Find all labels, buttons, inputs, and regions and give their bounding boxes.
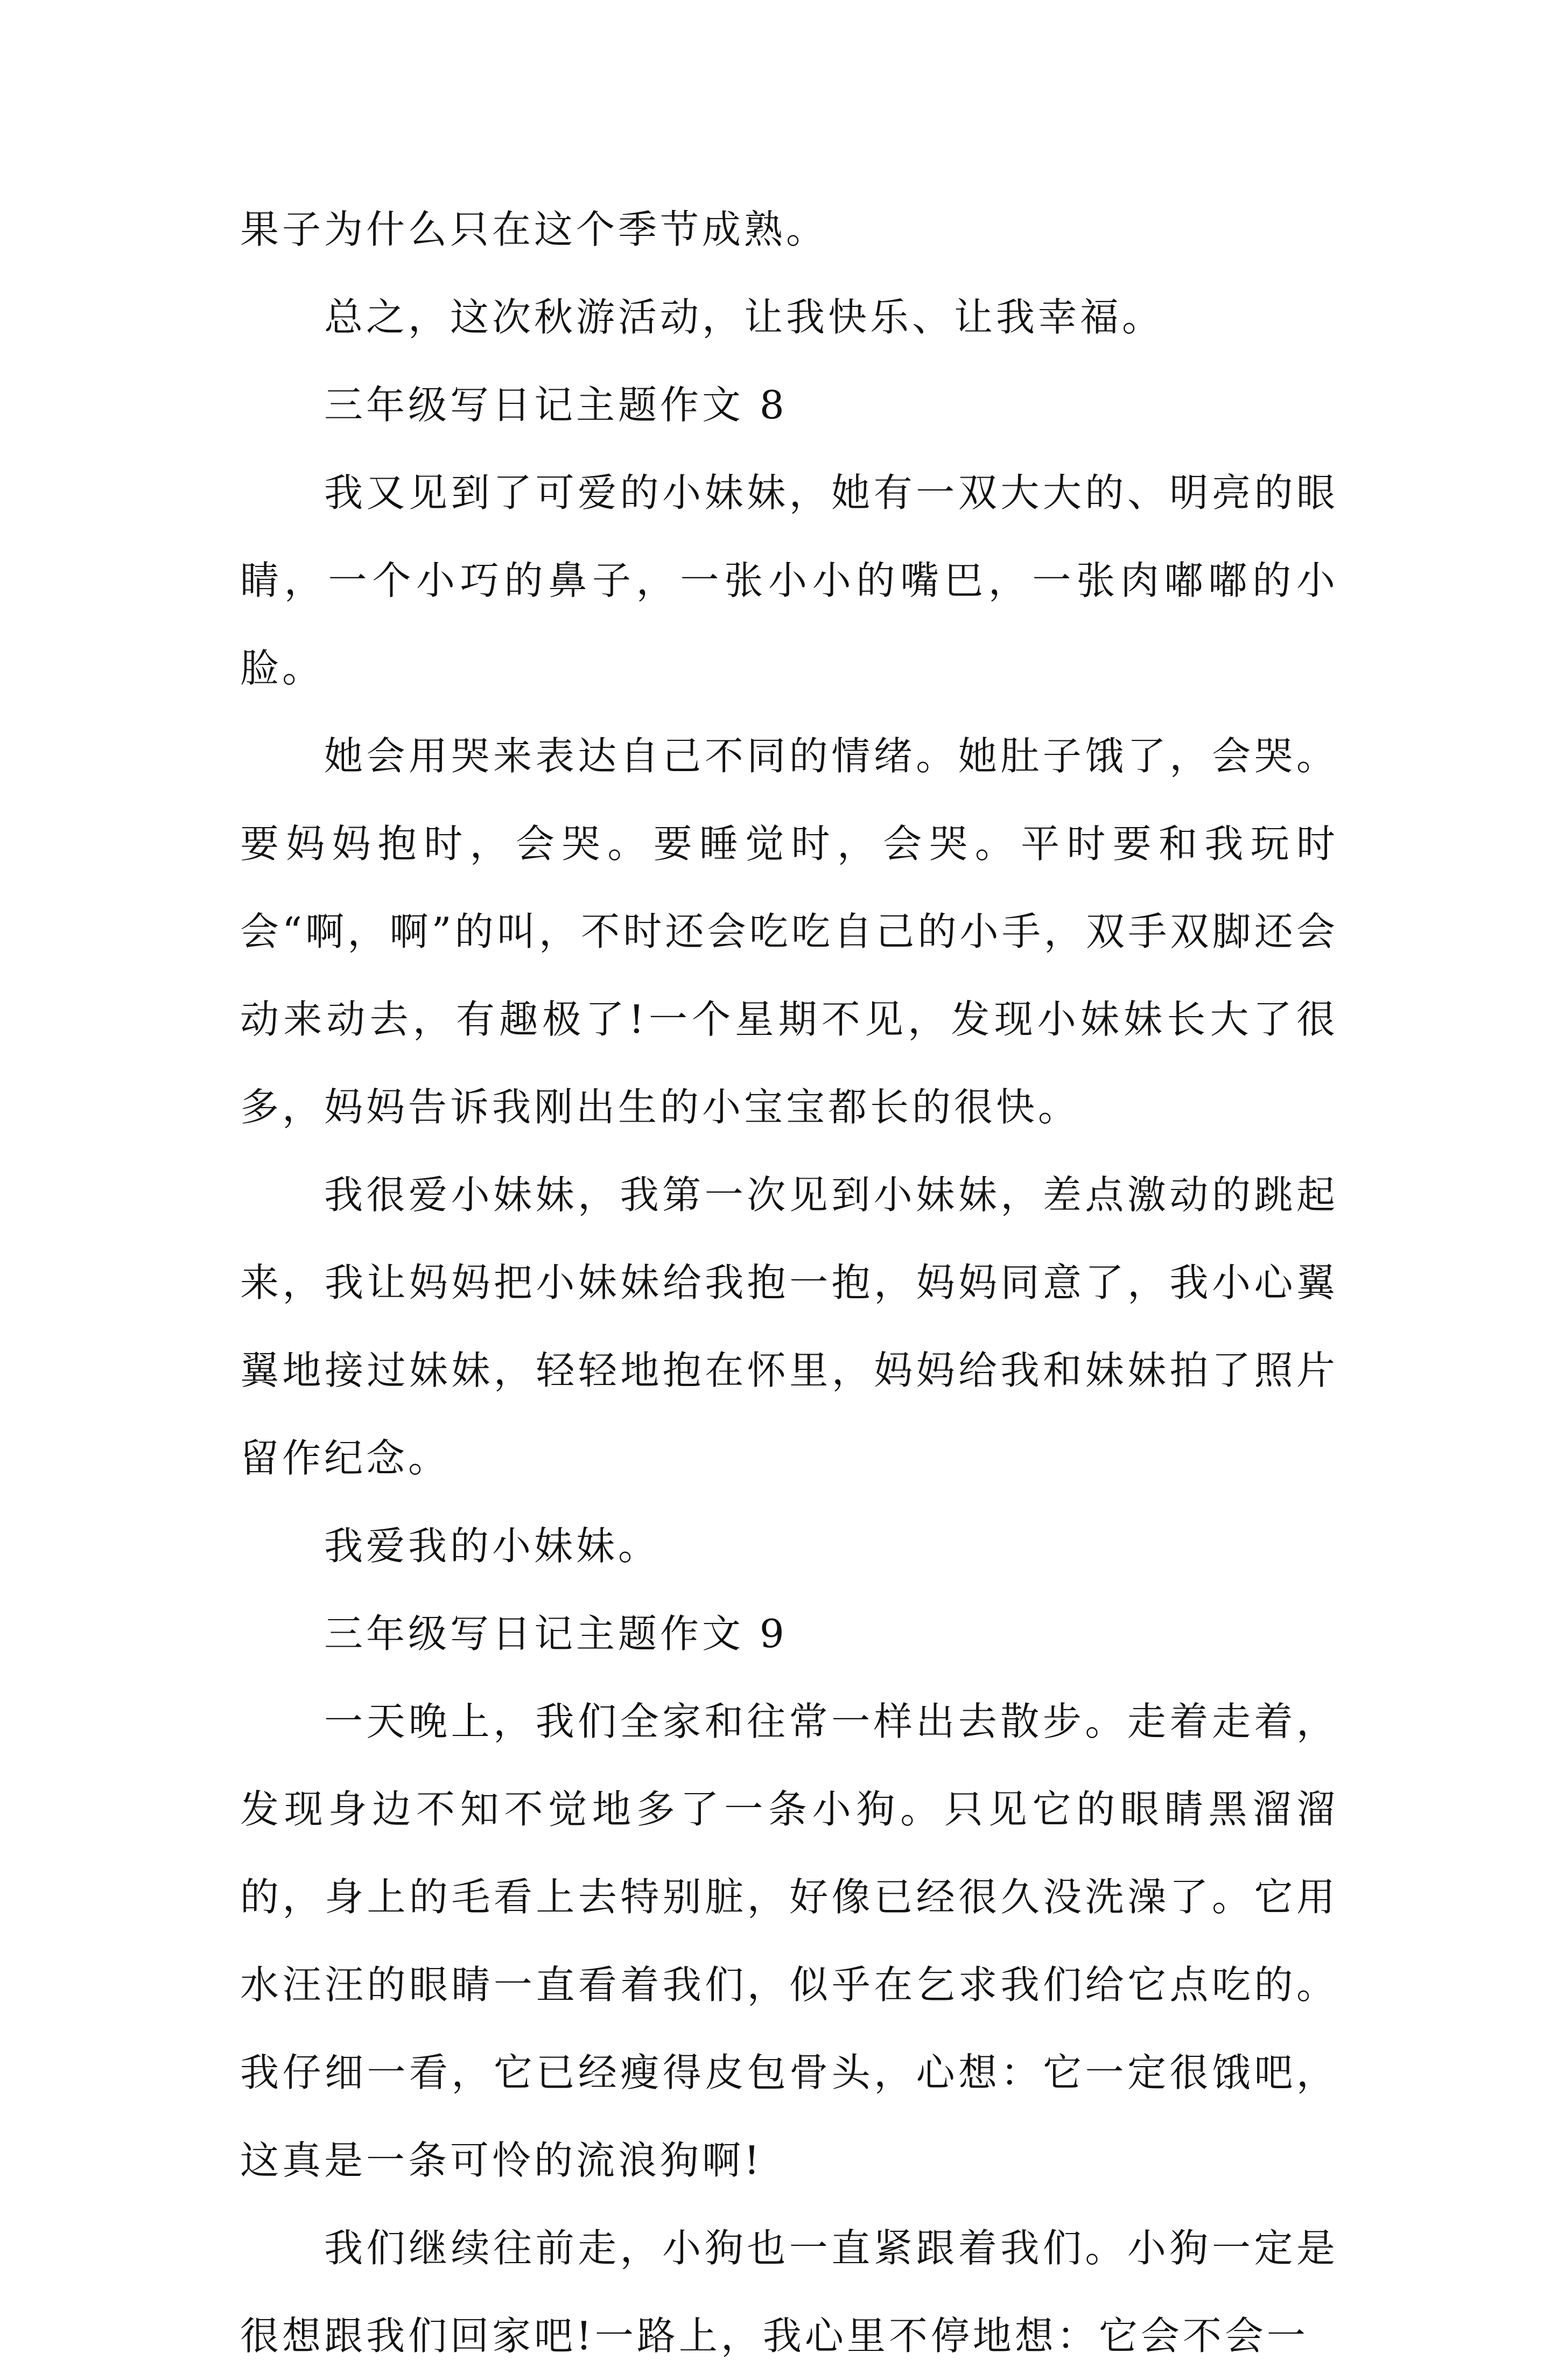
paragraph: 我们继续往前走，小狗也一直紧跟着我们。小狗一定是很想跟我们回家吧!一路上，我心里不停地想：它会不会一: [240, 2225, 1338, 2358]
paragraph: 我很爱小妹妹，我第一次见到小妹妹，差点激动的跳起来，我让妈妈把小妹妹给我抱一抱，妈妈同意了，我小心翼翼地接过妹妹，轻轻地抱在怀里，妈妈给我和妹妹拍了照片留作纪念。: [240, 1172, 1338, 1481]
paragraph-continuation: 果子为什么只在这个季节成熟。: [240, 207, 829, 252]
essay-heading-9: 三年级写日记主题作文 9: [324, 1611, 788, 1656]
essay-heading-8: 三年级写日记主题作文 8: [324, 382, 788, 428]
paragraph: 总之，这次秋游活动，让我快乐、让我幸福。: [324, 295, 1164, 340]
document-body: [240, 186, 1338, 2380]
paragraph: 一天晚上，我们全家和往常一样出去散步。走着走着，发现身边不知不觉地多了一条小狗。只见它的眼睛黑溜溜的，身上的毛看上去特别脏，好像已经很久没洗澡了。它用水汪汪的眼睛一直看着我们，似乎在乞求我们给它点吃的。我仔细一看，它已经瘦得皮包骨头，心想：它一定很饿吧，这真是一条可怜的流浪狗啊!: [240, 1699, 1338, 2183]
paragraph: 我爱我的小妹妹。: [324, 1523, 661, 1569]
paragraph: 她会用哭来表达自己不同的情绪。她肚子饿了，会哭。要妈妈抱时，会哭。要睡觉时，会哭。平时要和我玩时会“啊，啊”的叫，不时还会吃吃自己的小手，双手双脚还会动来动去，有趣极了!一个星期不见，发现小妹妹长大了很多，妈妈告诉我刚出生的小宝宝都长的很快。: [240, 733, 1338, 1130]
paragraph: 我又见到了可爱的小妹妹，她有一双大大的、明亮的眼睛，一个小巧的鼻子，一张小小的嘴巴，一张肉嘟嘟的小脸。: [240, 470, 1338, 691]
